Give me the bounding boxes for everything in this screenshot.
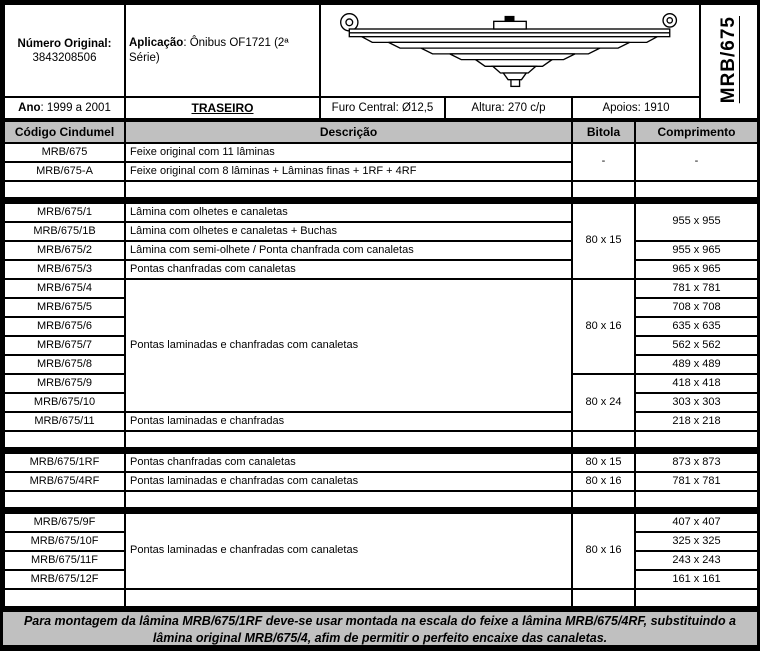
cell-comprimento: 418 x 418 xyxy=(635,374,758,393)
table-row xyxy=(4,241,758,260)
cell-bitola: 80 x 16 xyxy=(572,279,635,374)
table-row xyxy=(4,279,758,298)
parts-table xyxy=(3,120,759,608)
cell-comprimento: 965 x 965 xyxy=(635,260,758,279)
cell-codigo: MRB/675/12F xyxy=(4,570,125,589)
leaf-spring-icon xyxy=(324,7,696,95)
cell-descricao: Lâmina com semi-olhete / Ponta chanfrada com canaletas xyxy=(125,241,572,260)
ano-label: Ano xyxy=(18,101,41,114)
cell-bitola: 80 x 15 xyxy=(572,203,635,279)
cell-comprimento: 161 x 161 xyxy=(635,570,758,589)
cell-comprimento: 243 x 243 xyxy=(635,551,758,570)
table-row xyxy=(4,260,758,279)
cell-comprimento: 325 x 325 xyxy=(635,532,758,551)
apoios-cell: Apoios: 1910 xyxy=(572,97,700,119)
cell-descricao: Feixe original com 8 lâminas + Lâminas finas + 1RF + 4RF xyxy=(125,162,572,181)
table-row xyxy=(4,203,758,222)
cell-comprimento: 955 x 965 xyxy=(635,241,758,260)
aplicacao-cell xyxy=(125,4,320,97)
cell-bitola: - xyxy=(572,143,635,181)
numero-original-cell xyxy=(4,4,125,97)
cell-descricao: Pontas chanfradas com canaletas xyxy=(125,260,572,279)
aplicacao-label: Aplicação xyxy=(129,37,184,50)
cell-codigo: MRB/675/11F xyxy=(4,551,125,570)
cell-comprimento: 708 x 708 xyxy=(635,298,758,317)
cell-descricao: Pontas laminadas e chanfradas xyxy=(125,412,572,431)
col-header-codigo: Código Cindumel xyxy=(4,121,125,143)
cell-comprimento: 781 x 781 xyxy=(635,472,758,491)
blank-row xyxy=(4,431,758,448)
table-header-row xyxy=(4,121,758,143)
cell-codigo: MRB/675/5 xyxy=(4,298,125,317)
numero-original-value: 3843208506 xyxy=(32,52,97,64)
cell-codigo: MRB/675/11 xyxy=(4,412,125,431)
leaf-spring-diagram xyxy=(320,4,700,97)
col-header-descricao: Descrição xyxy=(125,121,572,143)
cell-codigo: MRB/675/4RF xyxy=(4,472,125,491)
cell-bitola: 80 x 24 xyxy=(572,374,635,431)
cell-comprimento: - xyxy=(635,143,758,181)
cell-codigo: MRB/675/10F xyxy=(4,532,125,551)
numero-original-label: Número Original: xyxy=(17,37,112,50)
cell-codigo: MRB/675/4 xyxy=(4,279,125,298)
col-header-bitola: Bitola xyxy=(572,121,635,143)
table-row xyxy=(4,472,758,491)
cell-codigo: MRB/675/1B xyxy=(4,222,125,241)
cell-bitola: 80 x 16 xyxy=(572,472,635,491)
furo-central-cell: Furo Central: Ø12,5 xyxy=(320,97,445,119)
cell-bitola: 80 x 15 xyxy=(572,453,635,472)
cell-comprimento: 218 x 218 xyxy=(635,412,758,431)
cell-codigo: MRB/675/1 xyxy=(4,203,125,222)
blank-row xyxy=(4,491,758,508)
footer-note: Para montagem da lâmina MRB/675/1RF deve-se usar montada na escala do feixe a lâmina MRB/675/4RF, substituindo a lâmina original MRB/675/4, afim de permitir o perfeito encaixe das canaletas. xyxy=(3,608,757,648)
model-code-label: MRB/675 xyxy=(718,15,740,103)
blank-row xyxy=(4,181,758,198)
cell-codigo: MRB/675/3 xyxy=(4,260,125,279)
cell-bitola: 80 x 16 xyxy=(572,513,635,589)
cell-codigo: MRB/675-A xyxy=(4,162,125,181)
model-code-cell xyxy=(700,4,758,119)
cell-codigo: MRB/675/8 xyxy=(4,355,125,374)
cell-descricao: Feixe original com 11 lâminas xyxy=(125,143,572,162)
table-row xyxy=(4,143,758,162)
cell-comprimento: 781 x 781 xyxy=(635,279,758,298)
cell-comprimento: 955 x 955 xyxy=(635,203,758,241)
cell-codigo: MRB/675/6 xyxy=(4,317,125,336)
cell-comprimento: 303 x 303 xyxy=(635,393,758,412)
aplicacao-value: : Ônibus OF1721 (2ª Série) xyxy=(129,37,289,64)
ano-cell xyxy=(4,97,125,119)
cell-descricao: Pontas chanfradas com canaletas xyxy=(125,453,572,472)
blank-row xyxy=(4,589,758,607)
cell-codigo: MRB/675/10 xyxy=(4,393,125,412)
cell-codigo: MRB/675/1RF xyxy=(4,453,125,472)
cell-descricao: Pontas laminadas e chanfradas com canaletas xyxy=(125,279,572,412)
cell-comprimento: 407 x 407 xyxy=(635,513,758,532)
identification-block xyxy=(3,3,759,120)
col-header-comprimento: Comprimento xyxy=(635,121,758,143)
cell-descricao: Lâmina com olhetes e canaletas + Buchas xyxy=(125,222,572,241)
cell-codigo: MRB/675/9F xyxy=(4,513,125,532)
cell-codigo: MRB/675/7 xyxy=(4,336,125,355)
table-row xyxy=(4,513,758,532)
cell-comprimento: 489 x 489 xyxy=(635,355,758,374)
cell-codigo: MRB/675 xyxy=(4,143,125,162)
cell-comprimento: 562 x 562 xyxy=(635,336,758,355)
table-row xyxy=(4,412,758,431)
altura-cell: Altura: 270 c/p xyxy=(445,97,572,119)
cell-codigo: MRB/675/9 xyxy=(4,374,125,393)
ano-value: : 1999 a 2001 xyxy=(40,101,111,114)
table-row xyxy=(4,453,758,472)
cell-descricao: Pontas laminadas e chanfradas com canaletas xyxy=(125,472,572,491)
cell-comprimento: 873 x 873 xyxy=(635,453,758,472)
cell-descricao: Lâmina com olhetes e canaletas xyxy=(125,203,572,222)
cell-comprimento: 635 x 635 xyxy=(635,317,758,336)
posicao-cell: TRASEIRO xyxy=(125,97,320,119)
cell-codigo: MRB/675/2 xyxy=(4,241,125,260)
cell-descricao: Pontas laminadas e chanfradas com canaletas xyxy=(125,513,572,589)
